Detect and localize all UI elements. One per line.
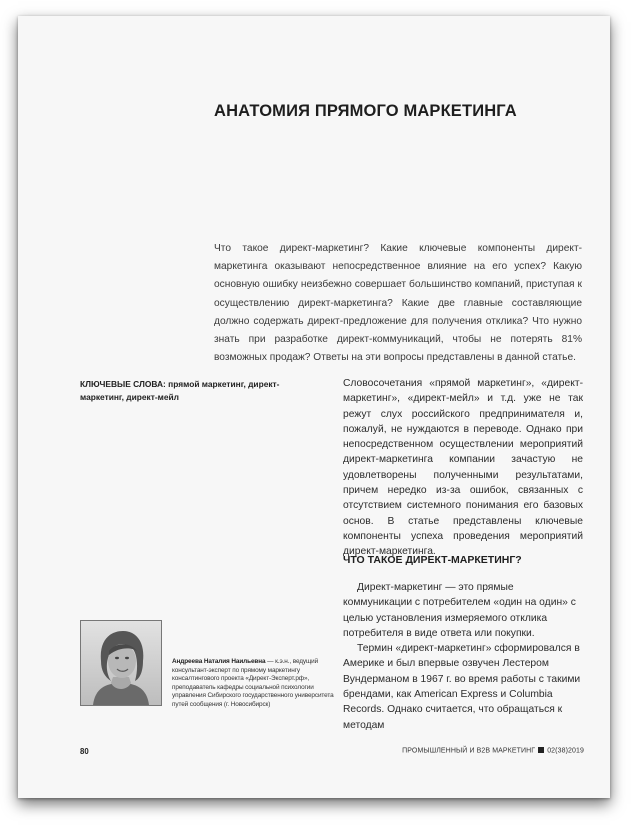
author-portrait-image	[81, 621, 161, 705]
section-heading: ЧТО ТАКОЕ ДИРЕКТ-МАРКЕТИНГ?	[343, 554, 522, 566]
section-paragraph-1: Директ-маркетинг — это прямые коммуникации с потребителем «один на один» с целью установления измеряемого отклика потребителя в виде ответа или покупки.	[343, 582, 576, 639]
article-title: АНАТОМИЯ ПРЯМОГО МАРКЕТИНГА	[214, 102, 517, 120]
author-bio	[172, 658, 340, 710]
article-lead: Что такое директ-маркетинг? Какие ключевые компоненты директ-маркетинга оказывают непосредственное влияние на его успех? Какую основную ошибку неизбежно совершает большинство компаний, приступая к осуществлению директ-маркетинга? Какие две главные составляющие должно содержать директ-предложение для получения отклика? Что нужно знать при разработке директ-коммуникаций, чтобы не потерять 81% возможных продаж? Ответы на эти вопросы представлены в данной статье.	[214, 243, 582, 364]
journal-page	[18, 16, 610, 798]
intro-paragraph: Словосочетания «прямой маркетинг», «директ-маркетинг», «директ-мейл» и т.д. уже не так режут слух российского предпринимателя и, пожалуй, не нуждаются в переводе. Однако при непосредственном осуществлении мероприятий директ-маркетинга компании зачастую не удовлетворены полученными результатами, причем нередко из-за ошибок, связанных с отсутствием системного понимания его базовых основ. В статье представлены ключевые компоненты успеха проведения мероприятий директ-маркетинга.	[343, 378, 583, 558]
section-body	[343, 580, 583, 733]
author-name: Андреева Наталия Наильевна	[172, 658, 266, 665]
keywords-label: КЛЮЧЕВЫЕ СЛОВА:	[80, 379, 166, 389]
keywords-block	[80, 378, 310, 403]
author-description: — к.э.н., ведущий консультант-эксперт по прямому маркетингу консалтингового проекта «Директ-Эксперт.рф», преподаватель кафедры социальной психологии управления Сибирского государственного университета путей сообщения (г. Новосибирск)	[172, 658, 334, 708]
keywords-value: прямой маркетинг, директ-маркетинг, директ-мейл	[80, 379, 280, 402]
journal-issue: 02(38)2019	[547, 747, 584, 755]
square-bullet-icon	[538, 747, 544, 753]
journal-footer	[402, 747, 584, 755]
page-number: 80	[80, 747, 89, 756]
section-paragraph-2: Термин «директ-маркетинг» сформировался в Америке и был впервые озвучен Лестером Вундерманом в 1967 г. во время работы с такими брендами, как American Express и Columbia Records. Однако считается, что обращаться к методам	[343, 643, 581, 731]
journal-name: ПРОМЫШЛЕННЫЙ И B2B МАРКЕТИНГ	[402, 747, 536, 755]
author-photo	[80, 620, 162, 706]
